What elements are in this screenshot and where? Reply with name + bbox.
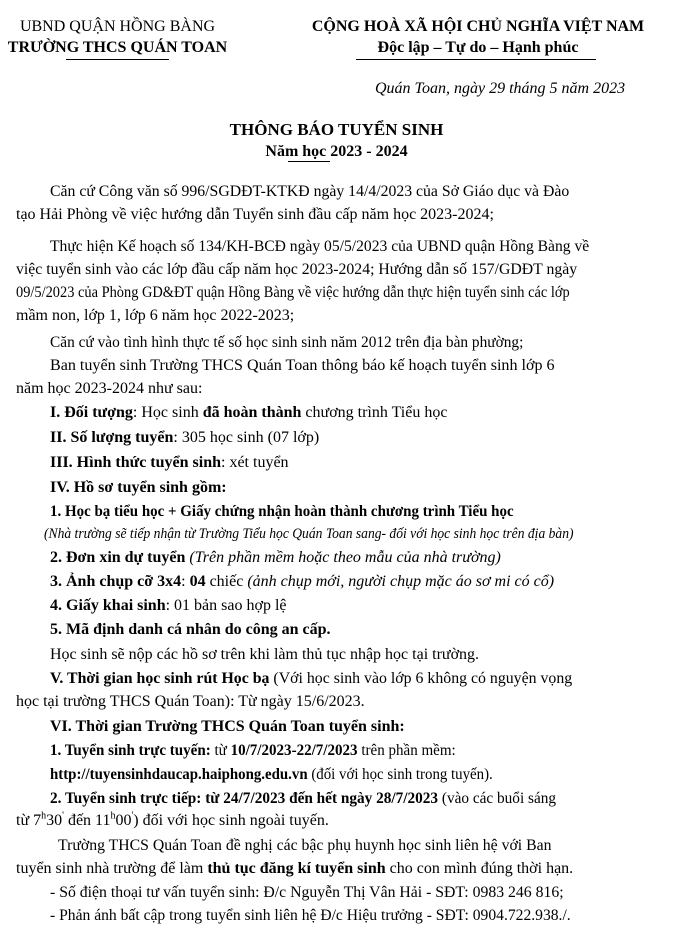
basis-2-line-1: Thực hiện Kế hoạch số 134/KH-BCĐ ngày 05/5/2023 của UBND quận Hồng Bàng về	[50, 238, 590, 255]
closing-line-1: Trường THCS Quán Toan đề nghị các bậc phụ huynh học sinh liên hệ với Ban	[58, 837, 552, 854]
national-motto: Độc lập – Tự do – Hạnh phúc	[377, 39, 579, 56]
closing-line-2: tuyển sinh nhà trường để làm thủ tục đăng kí tuyển sinh cho con mình đúng thời hạn.	[16, 860, 574, 877]
document-1-note: (Nhà trường sẽ tiếp nhận từ Trường Tiểu học Quán Toan sang- đối với học sinh học trên địa bàn)	[44, 526, 574, 542]
enrollment-url[interactable]: http://tuyensinhdaucap.haiphong.edu.vn	[50, 766, 308, 783]
school-name: TRƯỜNG THCS QUÁN TOAN	[7, 39, 228, 56]
title-underline	[288, 161, 330, 162]
school-name-underline	[66, 59, 169, 60]
section-6-title: VI. Thời gian Trường THCS Quán Toan tuyển sinh:	[50, 718, 405, 735]
direct-enrollment-line-1: 2. Tuyển sinh trực tiếp: từ 24/7/2023 đến hết ngày 28/7/2023 (vào các buổi sáng	[50, 790, 557, 807]
section-3-method: III. Hình thức tuyển sinh: xét tuyển	[50, 454, 289, 471]
basis-3: Căn cứ vào tình hình thực tế số học sinh sinh năm 2012 trên địa bàn phường;	[50, 334, 524, 351]
contact-principal: - Phản ánh bất cập trong tuyển sinh liên hệ Đ/c Hiệu trưởng - SĐT: 0904.722.938./.	[50, 907, 571, 924]
district-name: UBND QUẬN HỒNG BÀNG	[19, 18, 216, 35]
announcement-line-2: năm học 2023-2024 như sau:	[16, 380, 203, 397]
section-1-target: I. Đối tượng: Học sinh đã hoàn thành chương trình Tiểu học	[50, 404, 448, 421]
document-5: 5. Mã định danh cá nhân do công an cấp.	[50, 621, 331, 638]
school-year: Năm học 2023 - 2024	[265, 143, 408, 160]
national-title: CỘNG HOÀ XÃ HỘI CHỦ NGHĨA VIỆT NAM	[311, 18, 645, 35]
section-2-quota: II. Số lượng tuyển: 305 học sinh (07 lớp)	[50, 429, 320, 446]
direct-enrollment-line-2: từ 7$^h$30' đến 11$^h$00') đối với học sinh ngoài tuyến.	[16, 810, 329, 829]
contact-consultation: - Số điện thoại tư vấn tuyển sinh: Đ/c Nguyễn Thị Vân Hải - SĐT: 0983 246 816;	[50, 884, 564, 901]
motto-underline	[356, 59, 596, 60]
announcement-line-1: Ban tuyển sinh Trường THCS Quán Toan thông báo kế hoạch tuyển sinh lớp 6	[50, 357, 555, 374]
basis-2-line-4: mầm non, lớp 1, lớp 6 năm học 2022-2023;	[16, 307, 295, 324]
basis-1-line-1: Căn cứ Công văn số 996/SGDĐT-KTKĐ ngày 14/4/2023 của Sở Giáo dục và Đào	[50, 183, 570, 200]
notice-title: THÔNG BÁO TUYỂN SINH	[229, 120, 444, 139]
enrollment-url-line: http://tuyensinhdaucap.haiphong.edu.vn (đối với học sinh trong tuyến).	[50, 766, 493, 783]
document-1: 1. Học bạ tiểu học + Giấy chứng nhận hoàn thành chương trình Tiểu học	[50, 503, 514, 520]
section-4-documents: IV. Hồ sơ tuyển sinh gồm:	[50, 479, 227, 496]
document-2: 2. Đơn xin dự tuyển (Trên phần mềm hoặc theo mẫu của nhà trường)	[50, 549, 501, 566]
document-3: 3. Ảnh chụp cỡ 3x4: 04 chiếc (ảnh chụp mới, người chụp mặc áo sơ mi có cổ)	[50, 573, 555, 590]
online-enrollment: 1. Tuyển sinh trực tuyến: từ 10/7/2023-22/7/2023 trên phần mềm:	[50, 742, 456, 759]
section-5-line-1: V. Thời gian học sinh rút Học bạ (Với học sinh vào lớp 6 không có nguyện vọng	[50, 670, 573, 687]
place-date: Quán Toan, ngày 29 tháng 5 năm 2023	[375, 80, 626, 97]
basis-1-line-2: tạo Hải Phòng về việc hướng dẫn Tuyển sinh đầu cấp năm học 2023-2024;	[16, 206, 494, 223]
submission-note: Học sinh sẽ nộp các hồ sơ trên khi làm thủ tục nhập học tại trường.	[50, 646, 480, 663]
basis-2-line-3: 09/5/2023 của Phòng GD&ĐT quận Hồng Bàng về việc hướng dẫn thực hiện tuyển sinh các lớp	[16, 284, 570, 301]
basis-2-line-2: việc tuyển sinh vào các lớp đầu cấp năm học 2023-2024; Hướng dẫn số 157/GDĐT ngày	[16, 261, 578, 278]
document-4: 4. Giấy khai sinh: 01 bản sao hợp lệ	[50, 597, 287, 614]
section-5-line-2: học tại trường THCS Quán Toan): Từ ngày 15/6/2023.	[16, 693, 365, 710]
